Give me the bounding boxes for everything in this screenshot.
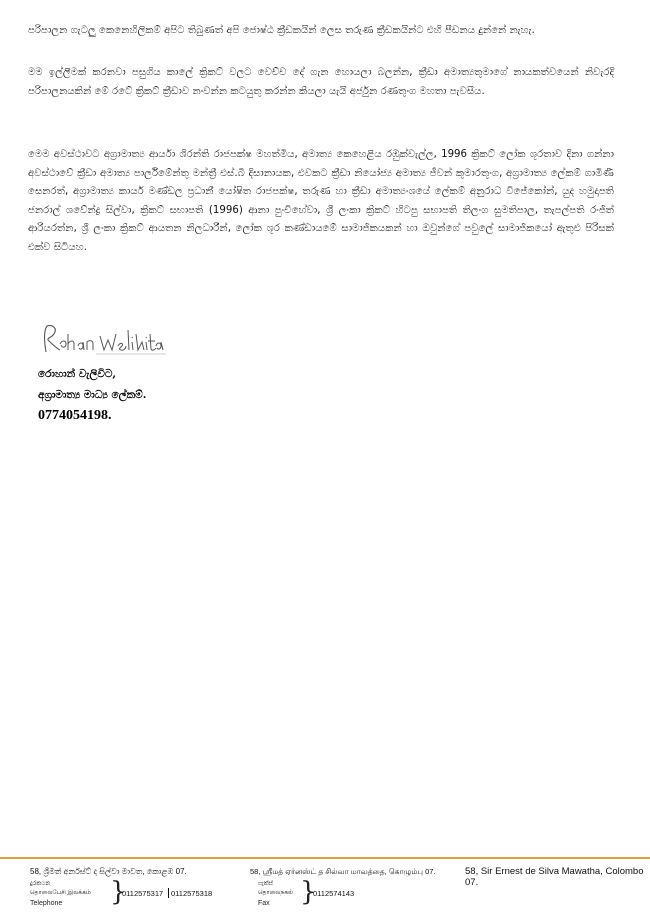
signatory-office: අග්‍රාමාත්‍ය මාධ්‍ය ලේකම්.: [38, 389, 147, 401]
paragraph-1: පරිපාලන ගැටලු කෙනෙහිලිකම් අපිට තිබුණත් අපි ජොෂ්ඨ ක්‍රීඩකයින් ලෙස තරුණ ක්‍රීඩකයින්ට එහි පීඩනය දුන්නේ නැහැ.: [28, 25, 535, 36]
fax-label-english: Fax: [258, 900, 270, 907]
telephone-brace: }: [110, 877, 127, 907]
telephone-label-sinhala: දුරකථන: [30, 881, 51, 887]
address-tamil: 58, ஸ்ரீமத் ஏர்னஸ்ட் த சில்வா மாவத்தை, கொழும்பு 07.: [250, 867, 436, 876]
telephone-label-tamil: தொலைபேசி இலக்கம்: [30, 890, 91, 896]
telephone-number-1: 0112575317: [122, 889, 164, 898]
signatory-phone: 0774054198.: [38, 408, 112, 423]
handwritten-signature: [38, 322, 170, 358]
footer-rule: [0, 857, 650, 859]
number-separator: [168, 888, 169, 898]
fax-brace: }: [300, 877, 317, 907]
paragraph-3: මෙම අවස්ථාවට අග්‍රාමාත්‍ය ආර්යා ශිරන්ති රාජපක්ෂ මහත්මිය, අමාත්‍ය කෙහෙළිය රඹුක්වැල්ල, 1996 ක්‍රිකට් ලෝක ශූරතාව දිනා ගන්නා අවස්ථාවේ ක්‍රීඩා අමාත්‍ය පාර්ලිමේන්තු මන්ත්‍රී එස්.බී දිසානායක, එවකට ක්‍රීඩා නියෝජ්‍ය අමාත්‍ය ජීවන් කුමාරතුංග, අග්‍රාමාත්‍ය ලේකම් ගාමිණී සෙනරත්, අග්‍රාමාත්‍ය කාර්ය මණ්ඩල ප්‍රධානී යෝෂිත රාජපක්ෂ, තරුණ හා ක්‍රීඩා අමාත්‍යංශයේ ලේකම් අනුරාධ විජේකෝන්, යුද හමුදාපති ජනරාල් ශවේන්ද්‍ර සිල්වා, ක්‍රිකට් සභාපති (1996) ආනා පුංචිහේවා, ශ්‍රී ලංකා ක්‍රිකට් හිටපු සභාපති තිලංග සුමතිපාල, තැපල්පති රංජිත් ආරියරත්න, ශ්‍රී ලංකා ක්‍රිකට් ආයතන නිලධාරීන්, ලෝක ශූර කණ්ඩායමේ සාමාජිකයකන් හා ඔවුන්ගේ පවුලේ සාමාජිකයෝ ඇතුළු පිරිසක් එක්ව සිටියහ.: [28, 149, 614, 253]
fax-number: 0112574143: [313, 889, 355, 898]
telephone-label-english: Telephone: [30, 900, 63, 907]
address-sinhala: 58, ශ්‍රීමත් අර්නස්ට් ද සිල්වා මාවත, කොළඹ 07.: [30, 867, 187, 876]
paragraph-2: මම ඉල්ලීමක් කරනවා පසුගිය කාලේ ක්‍රිකට් වලට වෙච්ච දේ ගැන හොයලා බලන්න, ක්‍රීඩා අමාත්‍යතුමාගේ නායකත්වයෙන් නිවැරදි පරිපාලනයකින් මේ රටේ ක්‍රිකට් ක්‍රීඩාව නංවන්න කටයුතු කරන්න කියලා යැයි අර්ජුන රණතුංග මහතා පැවසීය.: [28, 67, 614, 97]
address-english: 58, Sir Ernest de Silva Mawatha, Colombo 07.: [465, 866, 644, 888]
fax-label-tamil: தொலைநகல்: [258, 890, 294, 896]
telephone-number-2: 0112575318: [171, 889, 213, 898]
signatory-name: රොහාන් වැලිවිට,: [38, 368, 117, 380]
fax-label-sinhala: ෆැක්ස්: [258, 881, 273, 887]
letterhead-footer: [0, 860, 650, 912]
